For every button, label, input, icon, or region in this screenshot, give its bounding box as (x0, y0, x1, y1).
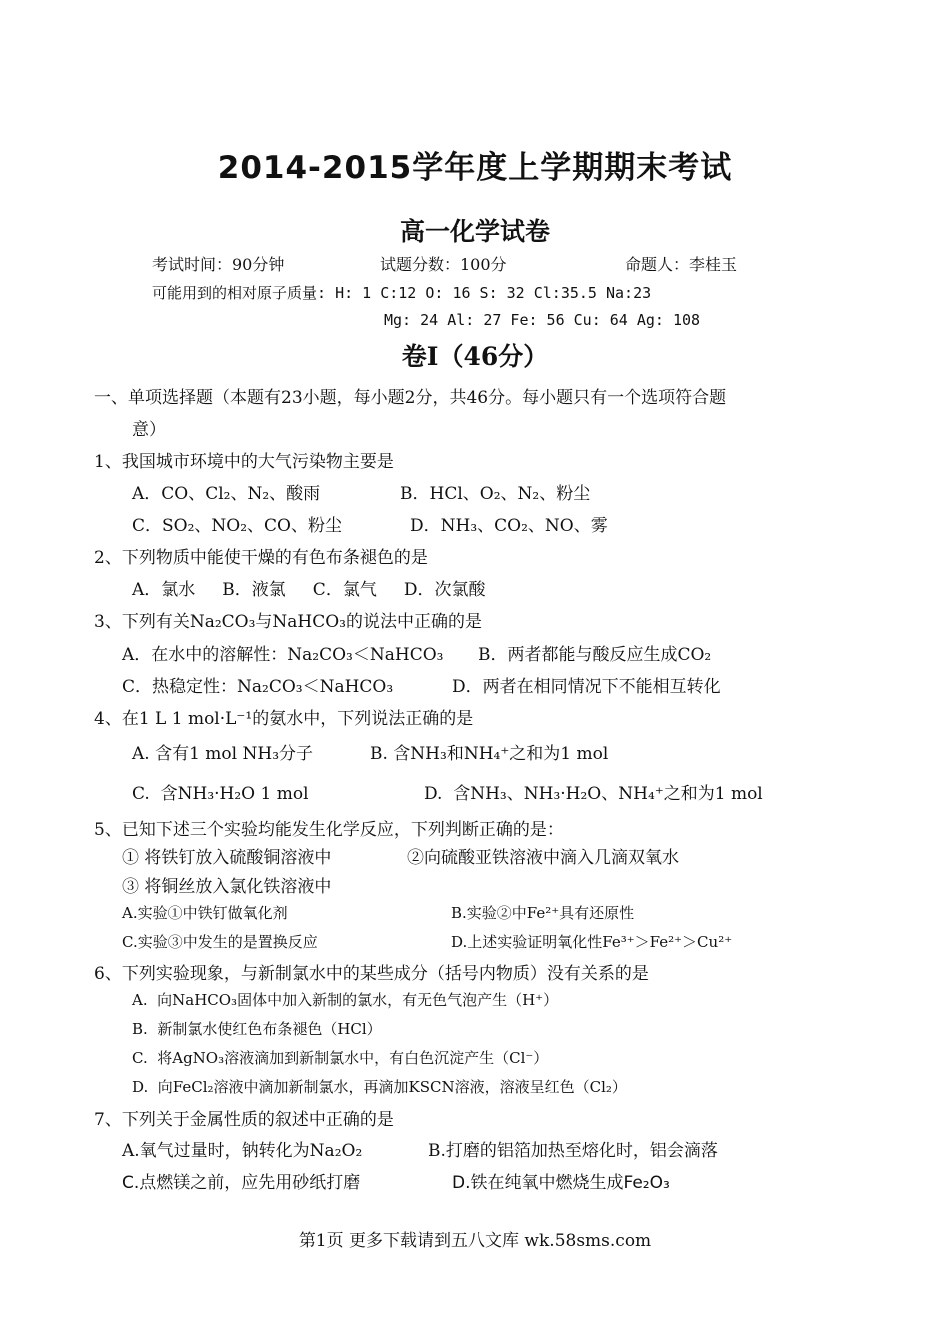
question-2-options: A．氯水 B．液氯 C．氯气 D．次氯酸 (132, 580, 486, 600)
question-7-option-d: D.铁在纯氧中燃烧生成Fe₂O₃ (452, 1173, 670, 1193)
question-2-stem: 2、下列物质中能使干燥的有色布条褪色的是 (94, 548, 428, 568)
question-3-option-b: B．两者都能与酸反应生成CO₂ (478, 645, 712, 665)
question-6-option-a: A. 向NaHCO₃固体中加入新制的氯水，有无色气泡产生（H⁺） (132, 991, 559, 1009)
exam-author: 命题人：李桂玉 (625, 255, 738, 274)
question-6-option-c: C. 将AgNO₃溶液滴加到新制氯水中，有白色沉淀产生（Cl⁻） (132, 1049, 549, 1067)
question-6-option-d: D. 向FeCl₂溶液中滴加新制氯水，再滴加KSCN溶液，溶液呈红色（Cl₂） (132, 1078, 627, 1096)
question-3-option-a: A．在水中的溶解性：Na₂CO₃＜NaHCO₃ (122, 645, 444, 665)
question-5-experiment-3: ③ 将铜丝放入氯化铁溶液中 (122, 877, 332, 897)
question-6-stem: 6、下列实验现象，与新制氯水中的某些成分（括号内物质）没有关系的是 (94, 964, 649, 984)
exam-time: 考试时间：90分钟 (152, 255, 285, 274)
question-7-option-a: A.氧气过量时，钠转化为Na₂O₂ (122, 1141, 363, 1161)
question-5-experiment-1: ① 将铁钉放入硫酸铜溶液中 (122, 848, 332, 868)
question-4-stem: 4、在1 L 1 mol·L⁻¹的氨水中，下列说法正确的是 (94, 709, 474, 729)
question-1-stem: 1、我国城市环境中的大气污染物主要是 (94, 452, 394, 472)
section-instruction-cont: 意） (132, 420, 166, 440)
atomic-mass-line-1: 可能用到的相对原子质量: H: 1 C:12 O: 16 S: 32 Cl:35.5 Na:23 (152, 284, 652, 302)
question-5-experiment-2: ②向硫酸亚铁溶液中滴入几滴双氧水 (407, 848, 679, 868)
atomic-mass-line-2: Mg: 24 Al: 27 Fe: 56 Cu: 64 Ag: 108 (384, 311, 701, 329)
page-footer: 第1页 更多下载请到五八文库 wk.58sms.com (298, 1231, 652, 1251)
question-4-option-d: D. 含NH₃、NH₃·H₂O、NH₄⁺之和为1 mol (424, 784, 763, 804)
question-7-stem: 7、下列关于金属性质的叙述中正确的是 (94, 1110, 394, 1130)
exam-title: 2014-2015学年度上学期期末考试 (217, 150, 733, 186)
question-5-option-b: B.实验②中Fe²⁺具有还原性 (451, 904, 635, 922)
section-instruction: 一、单项选择题（本题有23小题，每小题2分，共46分。每小题只有一个选项符合题 (94, 388, 727, 408)
question-3-option-c: C．热稳定性：Na₂CO₃＜NaHCO₃ (122, 677, 394, 697)
question-5-option-d: D.上述实验证明氧化性Fe³⁺＞Fe²⁺＞Cu²⁺ (451, 933, 733, 951)
question-3-stem: 3、下列有关Na₂CO₃与NaHCO₃的说法中正确的是 (94, 612, 482, 632)
question-1-option-c: C．SO₂、NO₂、CO、粉尘 (132, 516, 342, 536)
question-5-option-a: A.实验①中铁钉做氧化剂 (122, 904, 288, 922)
question-4-option-c: C. 含NH₃·H₂O 1 mol (132, 784, 309, 804)
question-4-option-b: B. 含NH₃和NH₄⁺之和为1 mol (370, 744, 609, 764)
section-title: 卷Ⅰ（46分） (401, 342, 549, 371)
question-1-option-a: A．CO、Cl₂、N₂、酸雨 (132, 484, 321, 504)
exam-score: 试题分数：100分 (380, 255, 507, 274)
question-1-option-b: B．HCl、O₂、N₂、粉尘 (400, 484, 591, 504)
exam-subtitle: 高一化学试卷 (399, 217, 550, 246)
question-7-option-b: B.打磨的铝箔加热至熔化时，铝会滴落 (428, 1141, 718, 1161)
question-5-option-c: C.实验③中发生的是置换反应 (122, 933, 318, 951)
question-3-option-d: D．两者在相同情况下不能相互转化 (452, 677, 721, 697)
question-4-option-a: A. 含有1 mol NH₃分子 (132, 744, 314, 764)
question-5-stem: 5、已知下述三个实验均能发生化学反应，下列判断正确的是： (94, 820, 564, 840)
question-1-option-d: D．NH₃、CO₂、NO、雾 (410, 516, 608, 536)
question-6-option-b: B. 新制氯水使红色布条褪色（HCl） (132, 1020, 382, 1038)
question-7-option-c: C.点燃镁之前，应先用砂纸打磨 (122, 1173, 361, 1193)
